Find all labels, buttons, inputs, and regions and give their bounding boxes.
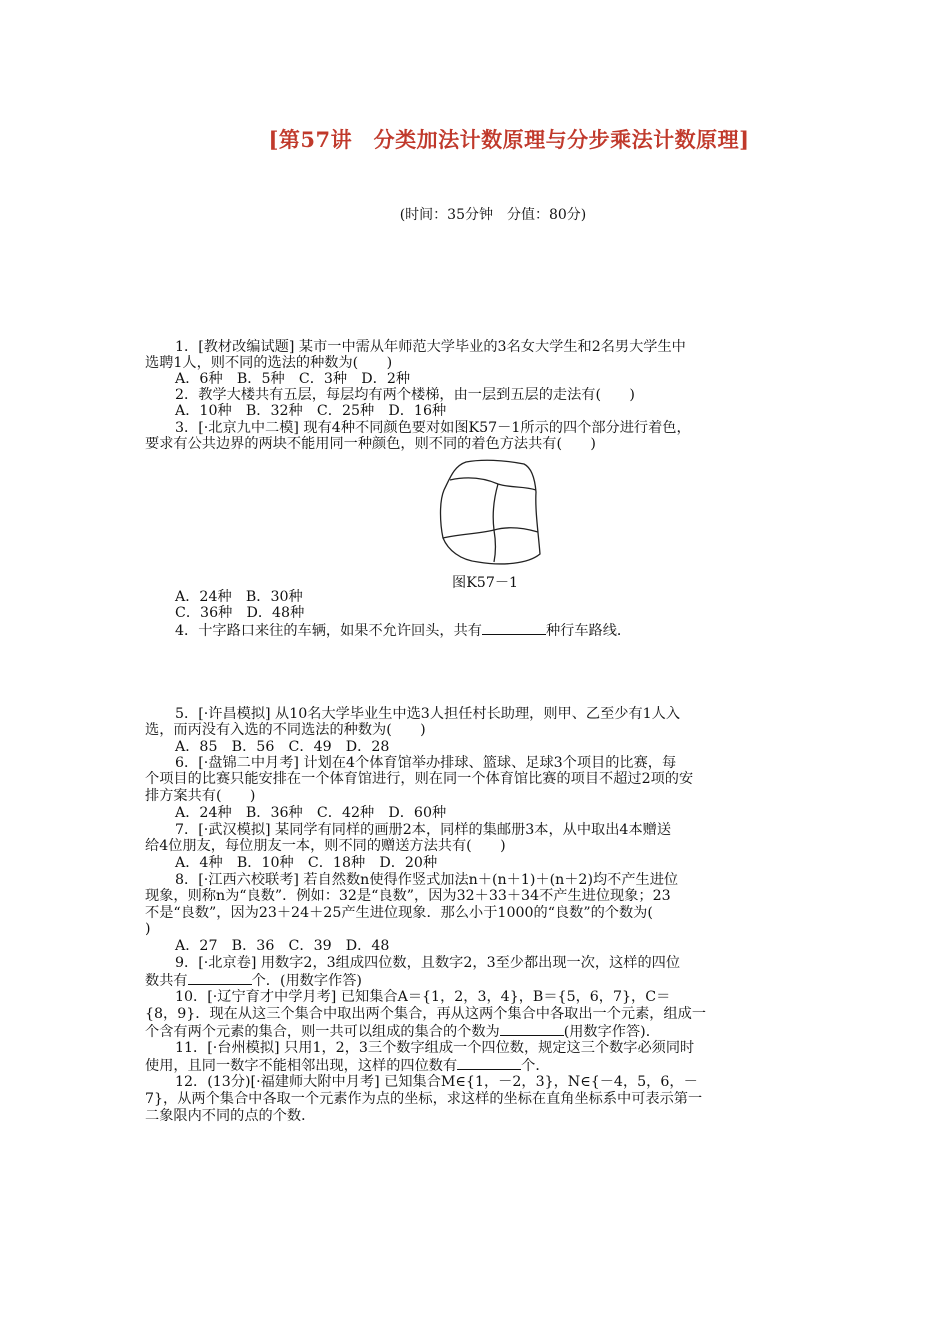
q6-stem-line2: 个项目的比赛只能安排在一个体育馆进行，则在同一个体育馆比赛的项目不超过2项的安 xyxy=(145,771,694,787)
boundary-top xyxy=(450,478,536,490)
q9-stem-line2 xyxy=(145,972,362,989)
q8-stem-line3: 不是“良数”，因为23＋24＋25产生进位现象．那么小于1000的“良数”的个数为( xyxy=(145,905,653,921)
q5-stem-line2: 选，而丙没有入选的不同选法的种数为( ) xyxy=(145,722,426,738)
q7-stem-line1: 7．[·武汉模拟] 某同学有同样的画册2本，同样的集邮册3本，从中取出4本赠送 xyxy=(175,822,672,838)
figure-caption: 图K57－1 xyxy=(452,575,519,591)
q9-text-after-blank: 个．(用数字作答) xyxy=(251,973,362,989)
q3-options-line1: A．24种 B．30种 xyxy=(175,589,303,605)
q8-options: A．27 B．36 C．39 D．48 xyxy=(175,938,390,954)
q9-text-before-blank: 数共有 xyxy=(145,973,188,989)
q5-options: A．85 B．56 C．49 D．28 xyxy=(175,739,390,755)
region-map-figure xyxy=(438,458,546,570)
outer-boundary xyxy=(441,460,541,564)
boundary-right-horizontal xyxy=(494,528,538,532)
q4-text-before-blank: 4．十字路口来往的车辆，如果不允许回头，共有 xyxy=(175,623,482,639)
q10-stem-line2: {8，9}．现在从这三个集合中取出两个集合，再从这两个集合中各取出一个元素，组成一 xyxy=(145,1006,707,1022)
answer-blank xyxy=(457,1057,521,1070)
q6-stem-line3: 排方案共有( ) xyxy=(145,788,256,804)
q1-stem-line2: 选聘1人，则不同的选法的种数为( ) xyxy=(145,355,393,371)
q1-options: A．6种 B．5种 C．3种 D．2种 xyxy=(175,371,411,387)
q3-stem-line2: 要求有公共边界的两块不能用同一种颜色，则不同的着色方法共有( ) xyxy=(145,436,596,452)
q3-stem-line1: 3．[·北京九中二模] 现有4种不同颜色要对如图K57－1所示的四个部分进行着色， xyxy=(175,420,691,436)
q4-text-after-blank: 种行车路线． xyxy=(545,623,632,639)
q2-stem: 2．教学大楼共有五层，每层均有两个楼梯，由一层到五层的走法有( ) xyxy=(175,387,635,403)
q7-stem-line2: 给4位朋友，每位朋友一本，则不同的赠送方法共有( ) xyxy=(145,838,506,854)
q11-text-before-blank: 使用，且同一数字不能相邻出现，这样的四位数有 xyxy=(145,1058,458,1074)
q12-stem-line2: 7}，从两个集合中各取一个元素作为点的坐标，求这样的坐标在直角坐标系中可表示第一 xyxy=(145,1091,703,1107)
q3-options-line2: C．36种 D．48种 xyxy=(175,605,305,621)
q12-stem-line1: 12．(13分)[·福建师大附中月考] 已知集合M∈{1，－2，3}，N∈{－4，5，6，－ xyxy=(175,1074,698,1090)
q12-stem-line3: 二象限内不同的点的个数． xyxy=(145,1108,316,1124)
time-score-info: (时间：35分钟 分值：80分) xyxy=(399,207,587,223)
answer-blank xyxy=(188,972,252,985)
boundary-left-horizontal xyxy=(443,530,494,538)
q6-stem-line1: 6．[·盘锦二中月考] 计划在4个体育馆举办排球、篮球、足球3个项目的比赛，每 xyxy=(175,755,677,771)
q8-stem-line2: 现象，则称n为“良数”．例如：32是“良数”，因为32＋33＋34不产生进位现象；23 xyxy=(145,888,671,904)
q11-stem-line2 xyxy=(145,1057,550,1074)
q2-options: A．10种 B．32种 C．25种 D．16种 xyxy=(175,403,447,419)
page-title: [第57讲 分类加法计数原理与分步乘法计数原理] xyxy=(268,127,750,152)
q11-text-after-blank: 个． xyxy=(521,1058,550,1074)
q5-stem-line1: 5．[·许昌模拟] 从10名大学毕业生中选3人担任村长助理，则甲、乙至少有1人入 xyxy=(175,706,681,722)
q10-text-before-blank: 个含有两个元素的集合，则一共可以组成的集合的个数为 xyxy=(145,1024,500,1040)
q11-stem-line1: 11．[·台州模拟] 只用1，2，3三个数字组成一个四位数，规定这三个数字必须同时 xyxy=(175,1040,695,1056)
q7-options: A．4种 B．10种 C．18种 D．20种 xyxy=(175,855,438,871)
q8-stem-line4: ) xyxy=(145,921,151,937)
q1-stem-line1: 1．[教材改编试题] 某市一中需从年师范大学毕业的3名女大学生和2名男大学生中 xyxy=(175,339,686,355)
q6-options: A．24种 B．36种 C．42种 D．60种 xyxy=(175,805,447,821)
answer-blank xyxy=(482,622,546,635)
answer-blank xyxy=(500,1023,564,1036)
q10-stem-line3 xyxy=(145,1023,660,1040)
q9-stem-line1: 9．[·北京卷] 用数字2，3组成四位数，且数字2，3至少都出现一次，这样的四位 xyxy=(175,955,681,971)
q4-stem xyxy=(175,622,631,639)
q8-stem-line1: 8．[·江西六校联考] 若自然数n使得作竖式加法n＋(n＋1)＋(n＋2)均不产生进位 xyxy=(175,872,679,888)
q10-stem-line1: 10．[·辽宁育才中学月考] 已知集合A＝{1，2，3，4}，B＝{5，6，7}，C＝ xyxy=(175,989,671,1005)
q10-text-after-blank: (用数字作答)． xyxy=(563,1024,660,1040)
boundary-middle-vertical xyxy=(493,484,498,562)
